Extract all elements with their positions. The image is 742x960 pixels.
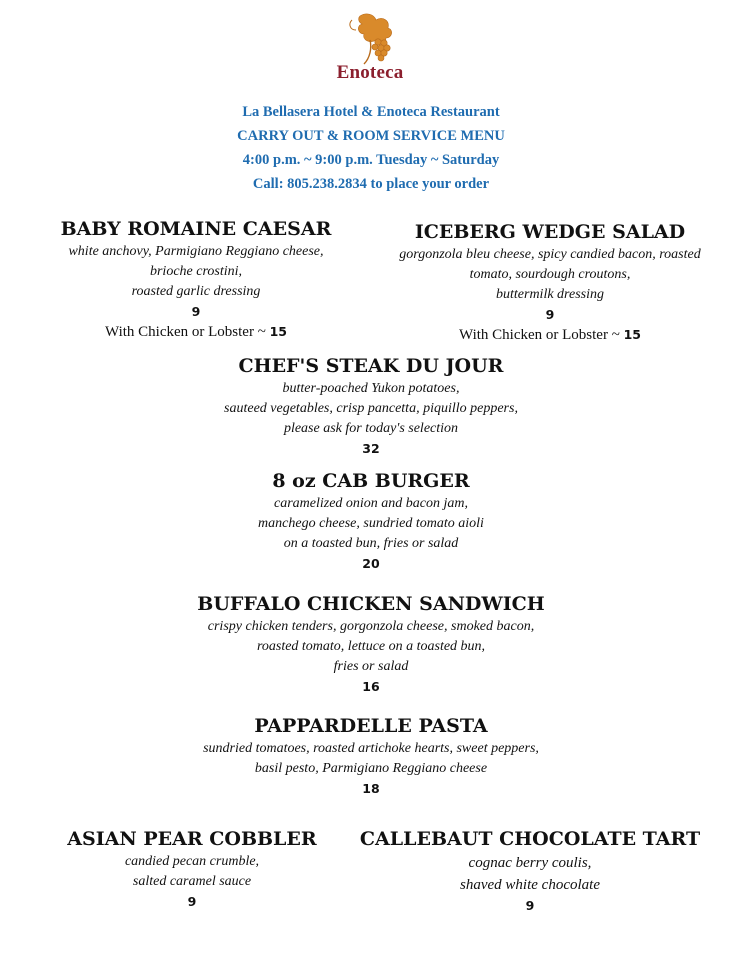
- item-title: PAPPARDELLE PASTA: [254, 715, 488, 737]
- item-addon: [370, 325, 730, 345]
- menu-item-tart: [356, 826, 704, 916]
- item-desc-line: sundried tomatoes, roasted artichoke hearts, sweet peppers,: [203, 741, 539, 756]
- service-hours: 4:00 p.m. ~ 9:00 p.m. Tuesday ~ Saturday: [242, 152, 500, 168]
- addon-label: With Chicken or Lobster ~: [459, 327, 624, 343]
- item-title: ASIAN PEAR COBBLER: [67, 828, 317, 850]
- menu-item-burger: [0, 468, 742, 574]
- item-desc-line: crispy chicken tenders, gorgonzola cheese, smoked bacon,: [207, 619, 535, 634]
- hotel-name: La Bellasera Hotel & Enoteca Restaurant: [242, 104, 500, 120]
- item-desc-line: gorgonzola bleu cheese, spicy candied bacon, roasted: [399, 247, 701, 262]
- item-title: BABY ROMAINE CAESAR: [60, 218, 332, 240]
- item-desc-line: sauteed vegetables, crisp pancetta, piquillo peppers,: [224, 401, 518, 416]
- item-price: 9: [545, 307, 555, 322]
- item-title: BUFFALO CHICKEN SANDWICH: [197, 593, 545, 615]
- addon-price: 15: [623, 327, 641, 342]
- menu-header: [0, 100, 742, 196]
- item-desc-line: caramelized onion and bacon jam,: [273, 496, 469, 511]
- item-title: CALLEBAUT CHOCOLATE TART: [359, 828, 701, 850]
- item-desc-line: salted caramel sauce: [132, 874, 252, 889]
- menu-item-caesar: [36, 216, 356, 342]
- item-desc-line: fries or salad: [333, 659, 409, 674]
- item-price: 9: [191, 304, 201, 319]
- enoteca-logo: [300, 10, 440, 86]
- grape-vine-icon: [330, 10, 410, 70]
- item-desc-line: roasted tomato, lettuce on a toasted bun,: [256, 639, 486, 654]
- menu-item-buffalo: [0, 591, 742, 697]
- menu-item-steak: [0, 353, 742, 459]
- item-price: 9: [187, 894, 197, 909]
- item-desc-line: basil pesto, Parmigiano Reggiano cheese: [254, 761, 488, 776]
- menu-item-cobbler: [40, 826, 344, 912]
- item-desc-line: butter-poached Yukon potatoes,: [282, 381, 460, 396]
- item-desc-line: shaved white chocolate: [460, 877, 600, 893]
- item-desc-line: please ask for today's selection: [283, 421, 459, 436]
- menu-item-pasta: [0, 713, 742, 799]
- menu-type: CARRY OUT & ROOM SERVICE MENU: [237, 128, 505, 144]
- item-desc-line: manchego cheese, sundried tomato aioli: [258, 516, 484, 531]
- item-price: 9: [525, 898, 535, 913]
- item-title: ICEBERG WEDGE SALAD: [414, 221, 686, 243]
- item-desc-line: tomato, sourdough croutons,: [469, 267, 631, 282]
- item-price: 20: [362, 556, 380, 571]
- item-desc-line: cognac berry coulis,: [468, 855, 592, 871]
- item-desc-line: candied pecan crumble,: [124, 854, 260, 869]
- menu-item-wedge: [370, 219, 730, 345]
- brand-name: Enoteca: [336, 62, 404, 83]
- item-price: 16: [362, 679, 380, 694]
- item-addon: [36, 322, 356, 342]
- addon-label: With Chicken or Lobster ~: [105, 324, 270, 340]
- item-desc-line: white anchovy, Parmigiano Reggiano cheese,: [68, 244, 324, 259]
- item-price: 18: [362, 781, 380, 796]
- item-desc-line: on a toasted bun, fries or salad: [283, 536, 459, 551]
- order-phone: Call: 805.238.2834 to place your order: [252, 176, 490, 192]
- item-desc-line: buttermilk dressing: [496, 287, 604, 302]
- item-title: CHEF'S STEAK DU JOUR: [238, 355, 504, 377]
- item-title: 8 oz CAB BURGER: [272, 470, 470, 492]
- item-desc-line: brioche crostini,: [149, 264, 243, 279]
- item-desc-line: roasted garlic dressing: [131, 284, 261, 299]
- addon-price: 15: [269, 324, 287, 339]
- item-price: 32: [362, 441, 380, 456]
